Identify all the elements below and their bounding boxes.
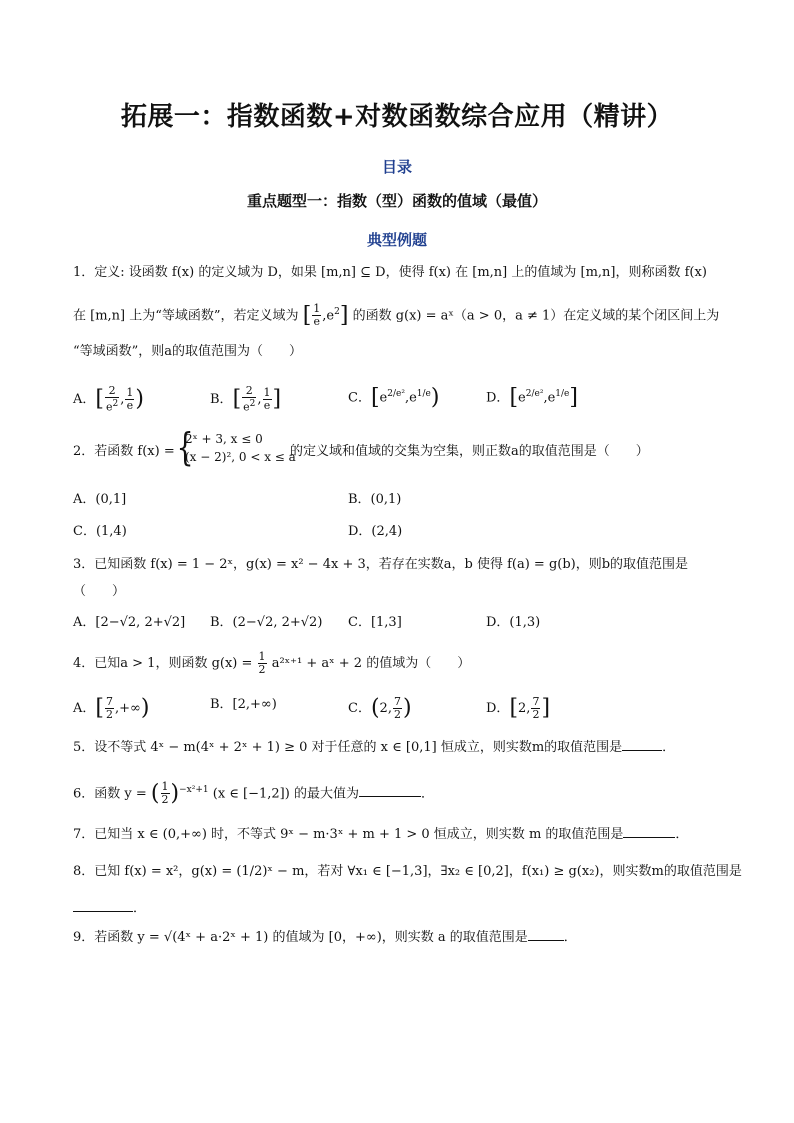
q4-option-b: B．[2,+∞) [210, 697, 277, 712]
q2-option-a: A．(0,1] [73, 492, 127, 507]
q3-option-a: A．[2−√2, 2+√2] [73, 615, 186, 630]
q2-suffix: 的定义域和值域的交集为空集，则正数a的取值范围是（ ） [290, 444, 649, 459]
q2-case2: (x − 2)², 0 < x ≤ a [185, 450, 296, 464]
q4-option-d: D．[2, $\frac{7}{2}$ ] [486, 695, 551, 721]
answer-blank[interactable] [622, 738, 662, 751]
q3-line2: （ ） [73, 584, 126, 599]
q2-brace: { [176, 425, 194, 469]
q2-case1: 2ˣ + 3, x ≤ 0 [185, 432, 263, 446]
q1-fraction: $\frac{1}{e}$ [313, 302, 321, 329]
q4-option-c: C．(2, $\frac{7}{2}$ ) [348, 695, 412, 721]
answer-blank[interactable] [528, 928, 564, 941]
q1-line1: 1．定义: 设函数 f(x) 的定义域为 D，如果 [m,n] ⊆ D，使得 f(x) 在 [m,n] 上的值域为 [m,n]，则称函数 f(x) [73, 265, 707, 280]
q2-option-b: B．(0,1) [348, 492, 402, 507]
q1-option-b: B．[ $\frac{2}{e^2}$ , $\frac{1}{e}$ ] [210, 384, 282, 414]
q1-line2: 在 [m,n] 上为“等域函数”，若定义域为 [ $\frac{1}{e}$ $,e^2$] 的函数 g(x) = aˣ（a > 0，a ≠ 1）在定义域的某个闭区间上为 [73, 302, 720, 329]
q1-line2-start: 在 [m,n] 上为“等域函数”，若定义域为 [73, 308, 299, 324]
toc-heading[interactable]: 目录 [381, 158, 412, 176]
answer-blank[interactable] [73, 899, 133, 912]
q3-option-d: D．(1,3) [486, 615, 541, 630]
q1-line3: “等域函数”，则a的取值范围为（ ） [73, 344, 303, 359]
q2-prefix: 2．若函数 f(x) = [73, 444, 175, 459]
section-heading: 重点题型一：指数（型）函数的值域（最值） [246, 192, 547, 210]
q3-option-c: C．[1,3] [348, 615, 402, 630]
page-title: 拓展一：指数函数+对数函数综合应用（精讲） [120, 102, 674, 132]
q4-option-a: A．[ $\frac{7}{2}$ ,+∞) [73, 695, 150, 721]
q8-line2: ． [73, 899, 146, 918]
q9-line: 9．若函数 y = √(4ˣ + a·2ˣ + 1) 的值域为 [0，+∞)，则实数 a 的取值范围是 ． [73, 930, 577, 945]
q3-line1: 3．已知函数 f(x) = 1 − 2ˣ，g(x) = x² − 4x + 3，若存在实数a，b 使得 f(a) = g(b)，则b的取值范围是 [73, 557, 689, 572]
q7-line: 7．已知当 x ∈ (0,+∞) 时，不等式 9ˣ − m·3ˣ + m + 1 > 0 恒成立，则实数 m 的取值范围是 ． [73, 827, 689, 842]
q1-option-d: D．$[e^{2/e^2},e^{1/e}]$ [486, 384, 578, 410]
q2-option-c: C．(1,4) [73, 524, 127, 539]
q2-option-d: D．(2,4) [348, 524, 403, 539]
answer-blank[interactable] [359, 784, 421, 797]
q1-option-c: C．$[e^{2/e^2},e^{1/e})$ [348, 384, 440, 410]
q8-line1: 8．已知 f(x) = x²，g(x) = (1/2)ˣ − m，若对 ∀x₁ ∈ [−1,3]，∃x₂ ∈ [0,2]，f(x₁) ≥ g(x₂)，则实数m的取值范围是 [73, 864, 742, 879]
q4-fraction: $\frac{1}{2}$ [258, 650, 266, 676]
q1-line2-end: 的函数 g(x) = aˣ（a > 0，a ≠ 1）在定义域的某个闭区间上为 [352, 308, 720, 324]
answer-blank[interactable] [623, 825, 675, 838]
q4-line1: 4．已知a > 1，则函数 g(x) = $\frac{1}{2}$ a²ˣ⁺¹ + aˣ + 2 的值域为（ ） [73, 650, 471, 676]
q6-line: 6．函数 y = ( $\frac{1}{2}$ )$^{-x^2+1}$ (x ∈ [−1,2]) 的最大值为 ． [73, 780, 434, 807]
q2-piecewise [185, 430, 296, 466]
example-heading: 典型例题 [366, 231, 427, 249]
q5-line: 5．设不等式 4ˣ − m(4ˣ + 2ˣ + 1) ≥ 0 对于任意的 x ∈ [0,1] 恒成立，则实数m的取值范围是 ． [73, 740, 676, 755]
q1-option-a: A．[ $\frac{2}{e^2}$ , $\frac{1}{e}$ ) [73, 384, 144, 414]
q3-option-b: B．(2−√2, 2+√2) [210, 615, 323, 630]
